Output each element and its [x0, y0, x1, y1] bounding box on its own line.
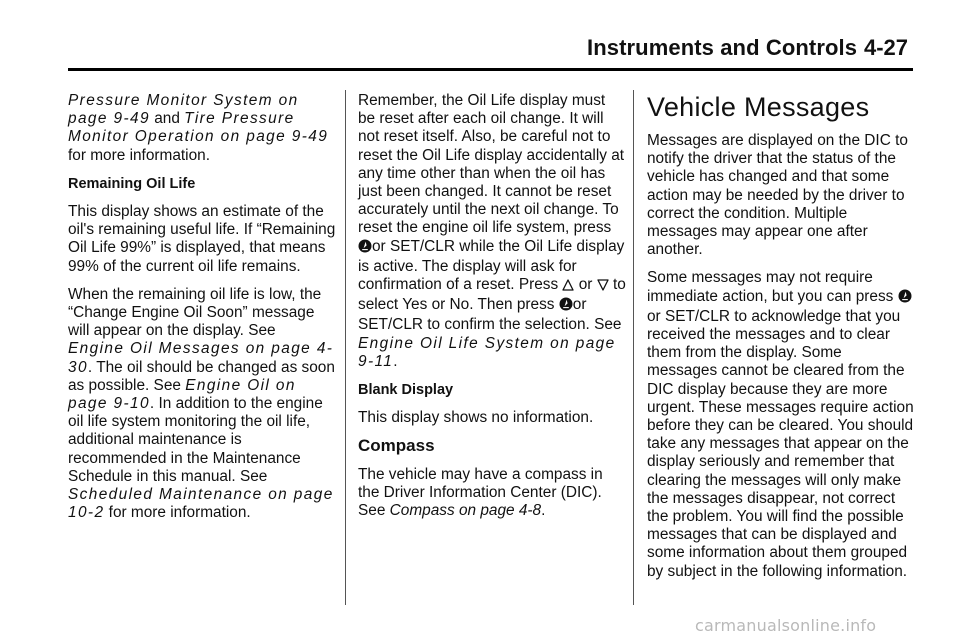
up-arrow-icon	[562, 278, 574, 296]
page-header-title: Instruments and Controls	[587, 35, 858, 60]
text: to select Yes or No. Then press	[358, 276, 626, 314]
cross-reference-link[interactable]: Scheduled Maintenance on page 10-2	[68, 486, 334, 522]
watermark: carmanualsonline.info	[695, 616, 877, 635]
select-knob-icon	[358, 239, 372, 258]
column-divider	[345, 90, 346, 605]
text: and	[149, 110, 185, 128]
column-divider	[633, 90, 634, 605]
paragraph: Messages are displayed on the DIC to notify the driver that the status of the vehicle has changed and that some action may be needed by the driver to correct the condition. Multiple messages may appear one after another.	[647, 132, 908, 259]
select-knob-icon	[559, 297, 573, 316]
cross-reference-link[interactable]: Pressure Monitor System on page 9-49	[68, 92, 299, 128]
text: or	[574, 276, 597, 294]
cross-reference-link[interactable]: Engine Oil on page 9-10	[68, 376, 296, 413]
text: or SET/CLR while the Oil Life display is active. The display will ask for confirmation of a reset. Press	[358, 237, 625, 294]
cross-reference-link[interactable]: Compass on page 4-8	[389, 502, 542, 520]
text: Some messages may not require immediate action, but you can press	[647, 269, 898, 305]
text: The vehicle may have a compass in the Driver Information Center (DIC). See	[358, 465, 603, 520]
text: When the remaining oil life is low, the “Change Engine Oil Soon” message will appear on the display. See	[68, 285, 322, 340]
text: for more information.	[68, 146, 210, 164]
heading-vehicle-messages: Vehicle Messages	[647, 92, 870, 122]
select-knob-icon	[898, 289, 912, 308]
cross-reference-link[interactable]: Engine Oil Life System on page 9-11	[358, 334, 616, 370]
heading-compass: Compass	[358, 436, 435, 456]
paragraph	[358, 92, 626, 371]
text: . In addition to the engine oil life system monitoring the oil life, additional maintenance is recommended in the Maintenance Schedule in this manual. See	[68, 395, 323, 485]
cross-reference-link[interactable]: Engine Oil Messages on page 4-30	[68, 340, 334, 376]
text: for more information.	[104, 504, 251, 522]
paragraph	[68, 286, 336, 523]
text: .	[393, 352, 398, 370]
cross-reference-link[interactable]: Tire Pressure Monitor Operation on page 9-49	[68, 110, 329, 146]
column-middle	[358, 92, 626, 530]
text: .	[541, 502, 546, 520]
text: . The oil should be changed as soon as possible. See	[68, 358, 335, 394]
down-arrow-icon	[597, 278, 609, 296]
column-right	[647, 92, 915, 591]
paragraph	[358, 466, 626, 521]
subheading-blank-display: Blank Display	[358, 382, 454, 399]
paragraph: This display shows an estimate of the oil's remaining useful life. If “Remaining Oil Life 99%” is displayed, that means 99% of the current oil life remains.	[68, 203, 336, 275]
paragraph: This display shows no information.	[358, 409, 594, 427]
subheading-remaining-oil-life: Remaining Oil Life	[68, 175, 196, 192]
page-number: 4-27	[864, 35, 909, 60]
text: or SET/CLR to acknowledge that you received the messages and to clear them from the display. Some messages cannot be cleared from the DIC display because they are more urgent. These messages require action before they can be cleared. You should take any messages that appear on the display seriously and remember that clearing the messages will only make the messages disappear, not correct the problem. You will find the possible messages that can be displayed and some information about them grouped by subject in the following information.	[647, 307, 914, 580]
header-rule	[68, 68, 913, 71]
paragraph	[68, 92, 336, 165]
text: Remember, the Oil Life display must be reset after each oil change. It will not reset itself. Also, be careful not to reset the Oil Life display accidentally at any time other than when the oil has just been changed. It cannot be reset accurately until the next oil change. To reset the engine oil life system, press	[358, 92, 625, 237]
text: or SET/CLR to confirm the selection. See	[358, 296, 622, 334]
column-left	[68, 92, 336, 532]
paragraph	[647, 269, 915, 580]
